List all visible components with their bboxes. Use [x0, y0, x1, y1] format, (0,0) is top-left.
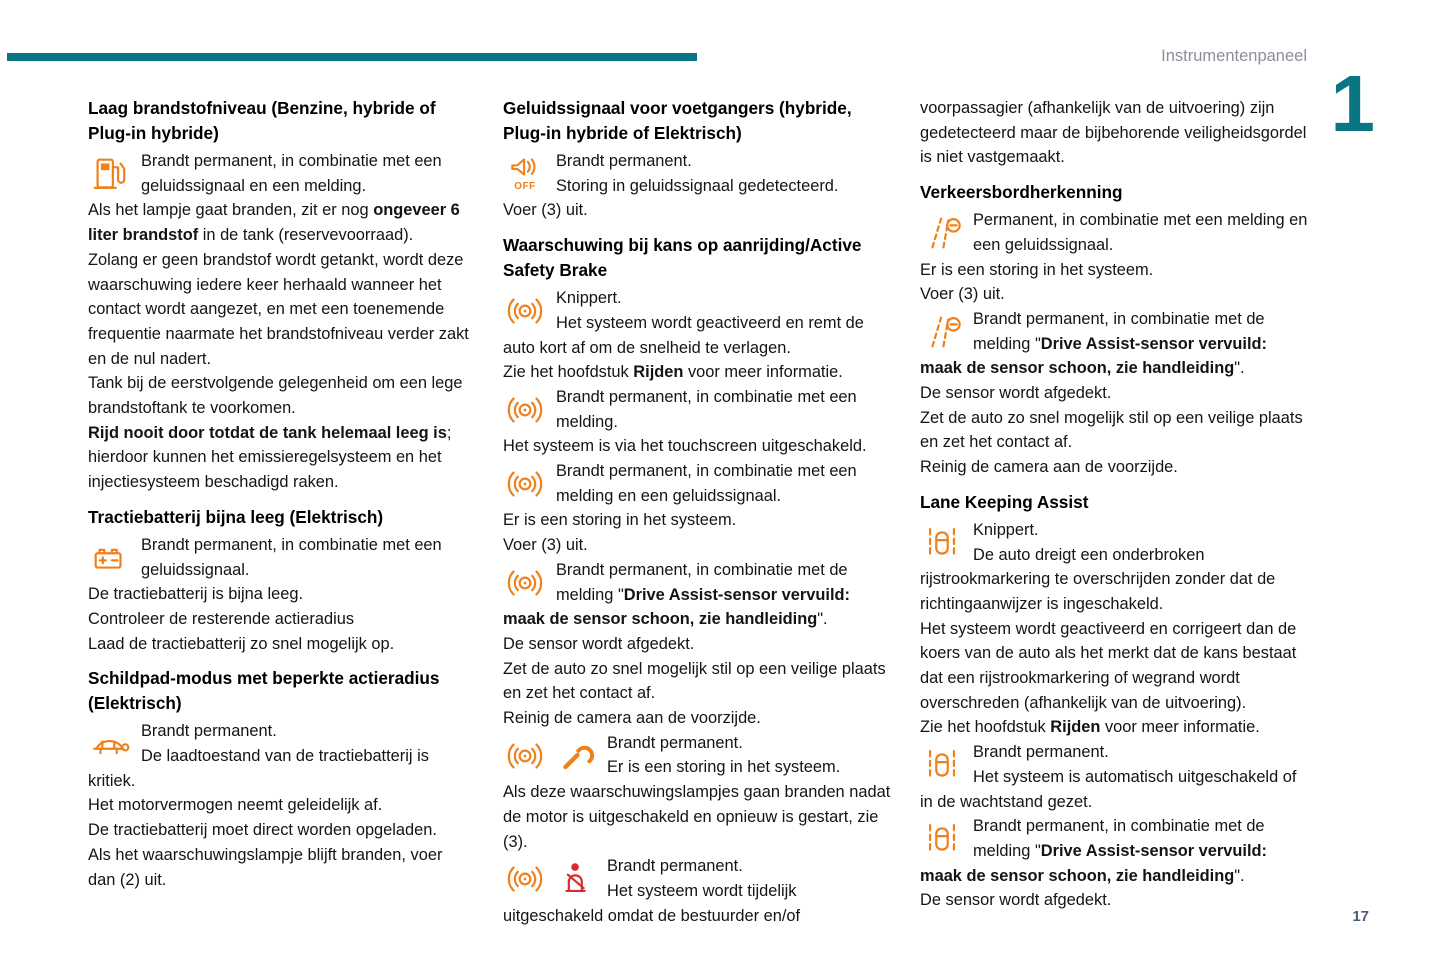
warning-text: Storing in geluidssignaal gedetecteerd. — [556, 176, 839, 195]
warning-block-tsr-1 — [920, 208, 1313, 307]
column-2 — [503, 96, 892, 928]
heading-pedestrian-sound: Geluidssignaal voor voetgangers (hybride, Plug-in hybride of Elektrisch) — [503, 98, 852, 143]
active-safety-brake-icon — [503, 857, 547, 901]
warning-block-asb-4 — [503, 558, 892, 731]
warning-block-fuel — [88, 149, 472, 495]
warning-text: De tractiebatterij is bijna leeg. — [88, 585, 304, 604]
warning-icon-pair — [503, 857, 598, 901]
warning-block-lka-2 — [920, 740, 1313, 814]
warning-text: Als het lampje gaat branden, zit er nog ongeveer 6 liter brandstof in de tank (reservevoorraad). — [88, 201, 460, 245]
turtle-mode-icon — [88, 722, 132, 766]
warning-text: Rijd nooit door totdat de tank helemaal leeg is; hierdoor kunnen het emissieregelsysteem en het injectiesysteem beschadigd raken. — [88, 423, 452, 492]
lane-keeping-assist-icon — [920, 521, 964, 565]
warning-text: Zet de auto zo snel mogelijk stil op een veilige plaats en zet het contact af. — [503, 659, 886, 703]
warning-text: De auto dreigt een onderbroken rijstrookmarkering te overschrijden zonder dat de richtingaanwijzer is ingeschakeld. — [920, 545, 1276, 613]
column-1 — [88, 96, 472, 892]
lane-keeping-assist-icon — [920, 817, 964, 861]
warning-text: Brandt permanent, in combinatie met een geluidssignaal en een melding. — [141, 152, 442, 195]
heading-active-safety-brake: Waarschuwing bij kans op aanrijding/Active Safety Brake — [503, 235, 862, 281]
warning-block-lka-1 — [920, 518, 1313, 740]
warning-text: Brandt permanent, in combinatie met de melding "Drive Assist-sensor vervuild: maak de sensor schoon, zie handleiding". — [920, 309, 1268, 378]
warning-block-turtle — [88, 719, 472, 892]
heading-low-fuel: Laag brandstofniveau (Benzine, hybride of Plug-in hybride) — [88, 98, 436, 143]
heading-turtle-mode: Schildpad-modus met beperkte actieradius (Elektrisch) — [88, 668, 440, 714]
warning-text: Permanent, in combinatie met een melding en een geluidssignaal. — [973, 211, 1308, 254]
warning-text: Het motorvermogen neemt geleidelijk af. — [88, 796, 383, 815]
warning-text: Knippert. — [556, 289, 622, 308]
warning-text: De sensor wordt afgedekt. — [920, 891, 1112, 910]
warning-text: Zet de auto zo snel mogelijk stil op een veilige plaats en zet het contact af. — [920, 408, 1303, 452]
warning-text: Het systeem is via het touchscreen uitgeschakeld. — [503, 437, 867, 456]
page-number: 17 — [1352, 908, 1369, 925]
warning-text: Zolang er geen brandstof wordt getankt, wordt deze waarschuwing iedere keer herhaald wanneer het contact wordt aangezet, en met een toenemende frequentie naarmate het brandstofniveau verder zakt en de nul nadert. — [88, 250, 469, 368]
active-safety-brake-icon — [503, 289, 547, 333]
warning-text: Brandt permanent. — [607, 857, 743, 876]
chapter-number: 1 — [1330, 59, 1375, 148]
heading-traffic-sign-recognition: Verkeersbordherkenning — [920, 182, 1123, 203]
warning-icon-pair — [503, 734, 598, 778]
warning-text-continuation: voorpassagier (afhankelijk van de uitvoering) zijn gedetecteerd maar de bijbehorende veiligheidsgordel is niet vastgemaakt. — [920, 99, 1307, 167]
warning-text: Zie het hoofdstuk Rijden voor meer informatie. — [503, 363, 843, 382]
traffic-sign-recognition-icon — [920, 211, 964, 255]
warning-text: Brandt permanent, in combinatie met een melding en een geluidssignaal. — [556, 462, 857, 505]
column-3 — [920, 96, 1313, 913]
warning-text: Brandt permanent, in combinatie met een melding. — [556, 387, 857, 431]
heading-lane-keeping-assist: Lane Keeping Assist — [920, 491, 1089, 512]
active-safety-brake-icon — [503, 388, 547, 432]
warning-text: De tractiebatterij moet direct worden opgeladen. — [88, 821, 437, 840]
warning-block-asb-6 — [503, 854, 892, 928]
warning-text: Het systeem is automatisch uitgeschakeld of in de wachtstand gezet. — [920, 767, 1297, 811]
warning-text: Er is een storing in het systeem. — [920, 260, 1154, 279]
active-safety-brake-icon — [503, 462, 547, 506]
warning-text: Reinig de camera aan de voorzijde. — [920, 458, 1178, 477]
traffic-sign-recognition-icon — [920, 310, 964, 354]
active-safety-brake-icon — [503, 734, 547, 778]
warning-text: Er is een storing in het systeem. — [607, 758, 841, 777]
warning-text: Het systeem wordt tijdelijk uitgeschakeld omdat de bestuurder en/of — [503, 881, 801, 925]
warning-text: Brandt permanent, in combinatie met een geluidssignaal. — [141, 535, 442, 579]
warning-block-lka-3 — [920, 814, 1313, 913]
warning-text: Als deze waarschuwingslampjes gaan branden nadat de motor is uitgeschakeld en opnieuw is gestart, zie (3). — [503, 783, 891, 851]
warning-text: Voer (3) uit. — [920, 285, 1005, 304]
traction-battery-icon — [88, 536, 132, 580]
warning-text: Brandt permanent, in combinatie met de melding "Drive Assist-sensor vervuild: maak de sensor schoon, zie handleiding". — [920, 817, 1268, 885]
active-safety-brake-icon — [503, 561, 547, 605]
warning-block-asb-5 — [503, 731, 892, 855]
page-header-label: Instrumentenpaneel — [1161, 47, 1307, 65]
warning-text: De sensor wordt afgedekt. — [503, 634, 695, 653]
warning-block-battery — [88, 533, 472, 657]
warning-block-tsr-2 — [920, 307, 1313, 480]
warning-text: Voer (3) uit. — [503, 201, 588, 220]
warning-block-asb-3 — [503, 459, 892, 558]
warning-text: Brandt permanent. — [607, 733, 743, 752]
warning-text: Brandt permanent. — [556, 152, 692, 170]
heading-traction-battery: Tractiebatterij bijna leeg (Elektrisch) — [88, 506, 384, 527]
warning-text: Zie het hoofdstuk Rijden voor meer informatie. — [920, 718, 1260, 737]
warning-text: Brandt permanent. — [973, 743, 1109, 762]
warning-text: Knippert. — [973, 520, 1039, 539]
warning-block-pedestrian — [503, 149, 892, 223]
warning-text: Tank bij de eerstvolgende gelegenheid om een lege brandstoftank te voorkomen. — [88, 374, 463, 418]
warning-text: Het systeem wordt geactiveerd en remt de auto kort af om de snelheid te verlagen. — [503, 313, 864, 357]
header-accent-bar — [7, 53, 697, 61]
warning-text: Brandt permanent. — [141, 722, 277, 741]
warning-text: Voer (3) uit. — [503, 536, 588, 555]
warning-text: Brandt permanent, in combinatie met de melding "Drive Assist-sensor vervuild: maak de sensor schoon, zie handleiding". — [503, 560, 851, 629]
service-warning-icon — [554, 734, 598, 778]
warning-text: Het systeem wordt geactiveerd en corrigeert dan de koers van de auto als het merkt dat de kans bestaat dat een rijstrookmarkering of wegrand wordt overschreden (afhankelijk van de uitvoering). — [920, 619, 1297, 712]
lane-keeping-assist-icon — [920, 743, 964, 787]
fuel-pump-warning-icon — [88, 152, 132, 196]
warning-text: Als het waarschuwingslampje blijft branden, voer dan (2) uit. — [88, 845, 443, 889]
warning-text: Laad de tractiebatterij zo snel mogelijk op. — [88, 634, 395, 653]
warning-text: Reinig de camera aan de voorzijde. — [503, 709, 761, 728]
warning-block-asb-2 — [503, 385, 892, 459]
warning-block-asb-1 — [503, 286, 892, 385]
off-label: OFF — [514, 180, 536, 192]
warning-text: Er is een storing in het systeem. — [503, 511, 737, 530]
warning-text: De sensor wordt afgedekt. — [920, 384, 1112, 403]
warning-text: De laadtoestand van de tractiebatterij is kritiek. — [88, 747, 429, 790]
seatbelt-warning-icon — [554, 857, 598, 901]
warning-text: Controleer de resterende actieradius — [88, 609, 355, 628]
pedestrian-horn-off-icon — [503, 152, 547, 196]
